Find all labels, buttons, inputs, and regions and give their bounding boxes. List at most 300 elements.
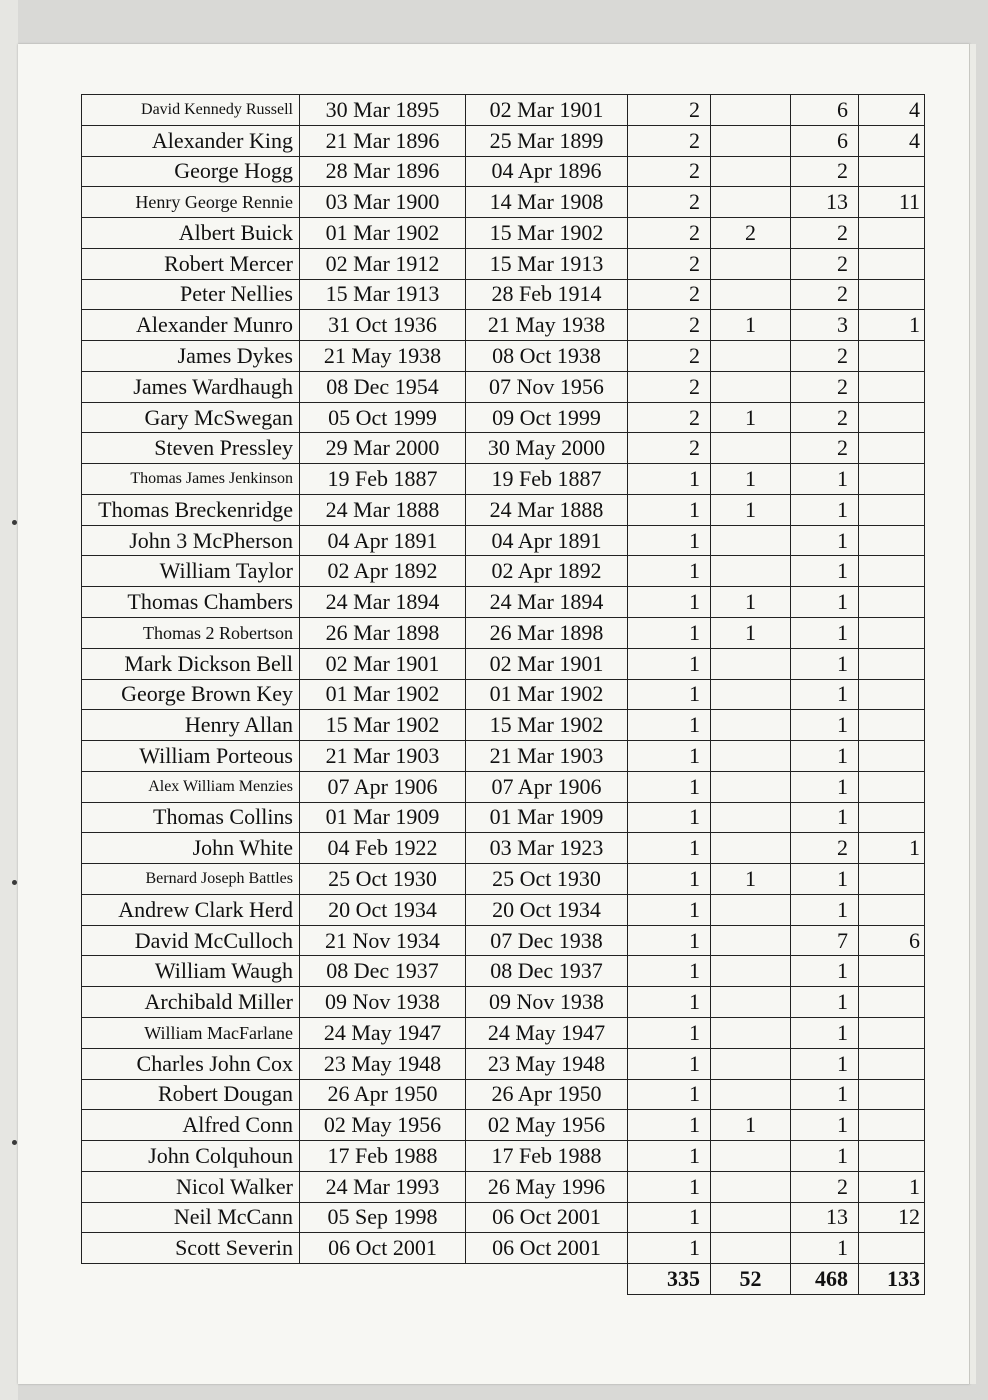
stat-count-2 [711,1079,791,1110]
stat-count-3: 1 [791,1048,859,1079]
player-name: John 3 McPherson [82,525,300,556]
stat-count-1: 2 [628,187,711,218]
binding-stitch [12,1140,17,1145]
last-date: 15 Mar 1902 [466,710,628,741]
stat-count-3: 6 [791,125,859,156]
stat-count-3: 1 [791,464,859,495]
first-date: 21 Mar 1896 [300,125,466,156]
player-name: Alexander Munro [82,310,300,341]
table-row [82,1048,925,1079]
player-name: Alex William Menzies [82,771,300,802]
stat-count-3: 1 [791,1141,859,1172]
first-date: 26 Mar 1898 [300,618,466,649]
stat-count-3: 1 [791,556,859,587]
table-row [82,433,925,464]
stat-count-1: 2 [628,402,711,433]
stat-count-4: 12 [859,1202,925,1233]
first-date: 15 Mar 1913 [300,279,466,310]
table-row [82,956,925,987]
stat-count-2 [711,95,791,126]
stat-count-2 [711,1141,791,1172]
stat-count-1: 1 [628,833,711,864]
stat-count-3: 2 [791,433,859,464]
table-row [82,125,925,156]
player-name: William MacFarlane [82,1017,300,1048]
stat-count-4 [859,248,925,279]
first-date: 05 Oct 1999 [300,402,466,433]
table-row [82,248,925,279]
stat-count-1: 1 [628,1171,711,1202]
last-date: 01 Mar 1902 [466,679,628,710]
stat-count-3: 2 [791,371,859,402]
last-date: 09 Nov 1938 [466,987,628,1018]
stat-count-4 [859,864,925,895]
stat-count-1: 2 [628,341,711,372]
first-date: 21 Nov 1934 [300,925,466,956]
last-date: 03 Mar 1923 [466,833,628,864]
first-date: 29 Mar 2000 [300,433,466,464]
first-date: 25 Oct 1930 [300,864,466,895]
stat-count-3: 1 [791,1079,859,1110]
stat-count-4 [859,710,925,741]
last-date: 15 Mar 1902 [466,218,628,249]
player-name: Thomas James Jenkinson [82,464,300,495]
binding-stitch [12,880,17,885]
stat-count-1: 1 [628,864,711,895]
last-date: 19 Feb 1887 [466,464,628,495]
table-row [82,402,925,433]
total-d: 133 [859,1264,925,1295]
player-name: Albert Buick [82,218,300,249]
stat-count-4 [859,1079,925,1110]
player-name: Thomas 2 Robertson [82,618,300,649]
first-date: 31 Oct 1936 [300,310,466,341]
stat-count-4: 1 [859,1171,925,1202]
stat-count-2 [711,1048,791,1079]
stat-count-1: 1 [628,741,711,772]
stat-count-4 [859,556,925,587]
last-date: 14 Mar 1908 [466,187,628,218]
last-date: 04 Apr 1896 [466,156,628,187]
last-date: 30 May 2000 [466,433,628,464]
stat-count-2: 1 [711,1110,791,1141]
stat-count-3: 1 [791,1017,859,1048]
stat-count-3: 13 [791,1202,859,1233]
stat-count-2 [711,156,791,187]
player-name: James Wardhaugh [82,371,300,402]
last-date: 24 Mar 1894 [466,587,628,618]
stat-count-1: 1 [628,1079,711,1110]
stat-count-1: 1 [628,802,711,833]
stat-count-3: 1 [791,587,859,618]
stat-count-1: 2 [628,371,711,402]
player-name: Alfred Conn [82,1110,300,1141]
first-date: 02 Mar 1901 [300,648,466,679]
stat-count-1: 2 [628,248,711,279]
last-date: 25 Mar 1899 [466,125,628,156]
player-name: Peter Nellies [82,279,300,310]
first-date: 06 Oct 2001 [300,1233,466,1264]
table-row [82,802,925,833]
stat-count-4 [859,494,925,525]
player-name: Steven Pressley [82,433,300,464]
stat-count-1: 1 [628,1141,711,1172]
stat-count-2: 1 [711,402,791,433]
first-date: 24 Mar 1888 [300,494,466,525]
player-name: Nicol Walker [82,1171,300,1202]
stat-count-4 [859,341,925,372]
totals-row [82,1264,925,1295]
table-row [82,464,925,495]
last-date: 15 Mar 1913 [466,248,628,279]
stat-count-1: 1 [628,1048,711,1079]
stat-count-3: 1 [791,494,859,525]
total-c: 468 [791,1264,859,1295]
last-date: 06 Oct 2001 [466,1202,628,1233]
stat-count-4 [859,1048,925,1079]
stat-count-1: 1 [628,1233,711,1264]
stat-count-1: 2 [628,310,711,341]
first-date: 01 Mar 1902 [300,679,466,710]
first-date: 30 Mar 1895 [300,95,466,126]
last-date: 09 Oct 1999 [466,402,628,433]
first-date: 01 Mar 1909 [300,802,466,833]
first-date: 17 Feb 1988 [300,1141,466,1172]
stat-count-3: 1 [791,864,859,895]
stat-count-4 [859,464,925,495]
stat-count-3: 2 [791,833,859,864]
last-date: 02 Mar 1901 [466,95,628,126]
stat-count-4 [859,156,925,187]
player-name: David Kennedy Russell [82,95,300,126]
stat-count-1: 2 [628,95,711,126]
binding-stitch [12,520,17,525]
player-name: Thomas Breckenridge [82,494,300,525]
first-date: 04 Feb 1922 [300,833,466,864]
stat-count-4 [859,894,925,925]
first-date: 04 Apr 1891 [300,525,466,556]
totals-spacer [466,1264,628,1295]
stat-count-4 [859,371,925,402]
stat-count-2 [711,833,791,864]
totals-spacer [300,1264,466,1295]
last-date: 28 Feb 1914 [466,279,628,310]
stat-count-3: 1 [791,618,859,649]
stat-count-3: 6 [791,95,859,126]
stat-count-2 [711,125,791,156]
stat-count-1: 1 [628,925,711,956]
player-name: Archibald Miller [82,987,300,1018]
stat-count-3: 1 [791,648,859,679]
last-date: 23 May 1948 [466,1048,628,1079]
stat-count-3: 2 [791,341,859,372]
table-row [82,587,925,618]
table-row [82,864,925,895]
stat-count-4: 1 [859,310,925,341]
stat-count-3: 1 [791,987,859,1018]
stat-count-1: 1 [628,956,711,987]
player-name: Alexander King [82,125,300,156]
stat-count-1: 1 [628,587,711,618]
stat-count-2 [711,279,791,310]
stat-count-1: 1 [628,618,711,649]
first-date: 07 Apr 1906 [300,771,466,802]
stat-count-1: 2 [628,279,711,310]
player-name: William Waugh [82,956,300,987]
stat-count-4: 11 [859,187,925,218]
first-date: 23 May 1948 [300,1048,466,1079]
first-date: 19 Feb 1887 [300,464,466,495]
stat-count-4 [859,648,925,679]
stat-count-4: 4 [859,95,925,126]
total-b: 52 [711,1264,791,1295]
stat-count-3: 1 [791,741,859,772]
stat-count-4 [859,279,925,310]
stat-count-3: 1 [791,802,859,833]
player-name: Neil McCann [82,1202,300,1233]
stat-count-4 [859,1110,925,1141]
stat-count-1: 2 [628,433,711,464]
page-edge [969,44,976,1384]
stat-count-3: 2 [791,402,859,433]
first-date: 05 Sep 1998 [300,1202,466,1233]
stat-count-2 [711,1202,791,1233]
last-date: 02 Apr 1892 [466,556,628,587]
stat-count-4 [859,741,925,772]
last-date: 08 Dec 1937 [466,956,628,987]
stat-count-4 [859,802,925,833]
player-name: William Porteous [82,741,300,772]
stat-count-2: 1 [711,310,791,341]
table-row [82,187,925,218]
first-date: 02 Mar 1912 [300,248,466,279]
table-row [82,341,925,372]
stat-count-4: 4 [859,125,925,156]
player-name: Robert Mercer [82,248,300,279]
table-row [82,218,925,249]
first-date: 08 Dec 1954 [300,371,466,402]
stat-count-4 [859,771,925,802]
first-date: 21 May 1938 [300,341,466,372]
stat-count-4 [859,1017,925,1048]
player-name: George Hogg [82,156,300,187]
stat-count-4 [859,587,925,618]
stat-count-1: 1 [628,525,711,556]
first-date: 02 Apr 1892 [300,556,466,587]
last-date: 07 Nov 1956 [466,371,628,402]
table-body [82,95,925,1295]
last-date: 26 Apr 1950 [466,1079,628,1110]
player-name: Scott Severin [82,1233,300,1264]
table-row [82,371,925,402]
stat-count-1: 2 [628,156,711,187]
stat-count-4: 1 [859,833,925,864]
stat-count-4 [859,679,925,710]
table-row [82,156,925,187]
first-date: 24 Mar 1894 [300,587,466,618]
table-row [82,741,925,772]
first-date: 03 Mar 1900 [300,187,466,218]
last-date: 24 Mar 1888 [466,494,628,525]
player-name: James Dykes [82,341,300,372]
table-row [82,771,925,802]
stat-count-1: 1 [628,1110,711,1141]
last-date: 06 Oct 2001 [466,1233,628,1264]
last-date: 26 Mar 1898 [466,618,628,649]
table-row [82,1079,925,1110]
stat-count-3: 2 [791,156,859,187]
first-date: 01 Mar 1902 [300,218,466,249]
table-row [82,1017,925,1048]
total-a: 335 [628,1264,711,1295]
table-row [82,1110,925,1141]
stat-count-3: 1 [791,679,859,710]
stat-count-3: 1 [791,956,859,987]
last-date: 08 Oct 1938 [466,341,628,372]
stat-count-1: 1 [628,494,711,525]
first-date: 24 May 1947 [300,1017,466,1048]
table-row [82,618,925,649]
totals-spacer [82,1264,300,1295]
stat-count-4 [859,987,925,1018]
player-name: Henry Allan [82,710,300,741]
stat-count-2 [711,894,791,925]
stat-count-3: 2 [791,279,859,310]
last-date: 24 May 1947 [466,1017,628,1048]
player-name: John White [82,833,300,864]
stat-count-2: 2 [711,218,791,249]
stat-count-1: 1 [628,894,711,925]
player-name: David McCulloch [82,925,300,956]
first-date: 20 Oct 1934 [300,894,466,925]
stat-count-2 [711,556,791,587]
first-date: 24 Mar 1993 [300,1171,466,1202]
stat-count-3: 2 [791,218,859,249]
first-date: 21 Mar 1903 [300,741,466,772]
stat-count-4 [859,1141,925,1172]
player-name: Bernard Joseph Battles [82,864,300,895]
stat-count-4 [859,956,925,987]
stat-count-1: 1 [628,1202,711,1233]
table-row [82,494,925,525]
stat-count-2 [711,925,791,956]
stat-count-2 [711,371,791,402]
player-name: George Brown Key [82,679,300,710]
last-date: 01 Mar 1909 [466,802,628,833]
stat-count-1: 1 [628,771,711,802]
stat-count-2 [711,771,791,802]
stat-count-3: 13 [791,187,859,218]
player-name: Mark Dickson Bell [82,648,300,679]
stat-count-3: 1 [791,894,859,925]
stat-count-1: 1 [628,1017,711,1048]
book-binding [0,0,18,1400]
table-row [82,525,925,556]
last-date: 21 May 1938 [466,310,628,341]
player-name: John Colquhoun [82,1141,300,1172]
table-row [82,1171,925,1202]
stat-count-1: 1 [628,464,711,495]
stat-count-4 [859,525,925,556]
first-date: 09 Nov 1938 [300,987,466,1018]
stat-count-2 [711,1017,791,1048]
stat-count-4 [859,618,925,649]
last-date: 20 Oct 1934 [466,894,628,925]
stat-count-2 [711,1171,791,1202]
stat-count-1: 1 [628,648,711,679]
last-date: 25 Oct 1930 [466,864,628,895]
last-date: 26 May 1996 [466,1171,628,1202]
stat-count-2 [711,679,791,710]
stat-count-1: 2 [628,125,711,156]
stat-count-3: 2 [791,1171,859,1202]
table-row [82,987,925,1018]
table-row [82,679,925,710]
stat-count-2: 1 [711,494,791,525]
stat-count-1: 1 [628,710,711,741]
last-date: 02 Mar 1901 [466,648,628,679]
first-date: 15 Mar 1902 [300,710,466,741]
player-stats-table [81,94,925,1295]
stat-count-2: 1 [711,464,791,495]
stat-count-3: 1 [791,710,859,741]
stat-count-2 [711,710,791,741]
table-row [82,925,925,956]
table-row [82,1202,925,1233]
first-date: 08 Dec 1937 [300,956,466,987]
last-date: 21 Mar 1903 [466,741,628,772]
stat-count-2 [711,525,791,556]
table-row [82,648,925,679]
stat-count-2 [711,802,791,833]
table-row [82,710,925,741]
last-date: 17 Feb 1988 [466,1141,628,1172]
stat-count-3: 1 [791,1110,859,1141]
stat-count-1: 1 [628,987,711,1018]
stat-count-4 [859,1233,925,1264]
table-row [82,95,925,126]
player-name: William Taylor [82,556,300,587]
stat-count-2 [711,741,791,772]
stat-count-2 [711,1233,791,1264]
stat-count-1: 1 [628,679,711,710]
stat-count-2 [711,987,791,1018]
table-row [82,1233,925,1264]
stat-count-1: 1 [628,556,711,587]
stat-count-2 [711,248,791,279]
stat-count-2 [711,648,791,679]
first-date: 26 Apr 1950 [300,1079,466,1110]
first-date: 28 Mar 1896 [300,156,466,187]
stat-count-3: 1 [791,1233,859,1264]
table-row [82,279,925,310]
first-date: 02 May 1956 [300,1110,466,1141]
table-row [82,833,925,864]
table-row [82,310,925,341]
player-name: Robert Dougan [82,1079,300,1110]
stat-count-3: 1 [791,771,859,802]
stat-count-4 [859,402,925,433]
stat-count-2: 1 [711,587,791,618]
stat-count-3: 1 [791,525,859,556]
stat-count-2: 1 [711,864,791,895]
last-date: 07 Dec 1938 [466,925,628,956]
player-name: Henry George Rennie [82,187,300,218]
player-name: Thomas Collins [82,802,300,833]
stat-count-3: 2 [791,248,859,279]
stat-count-4 [859,218,925,249]
stat-count-4 [859,433,925,464]
